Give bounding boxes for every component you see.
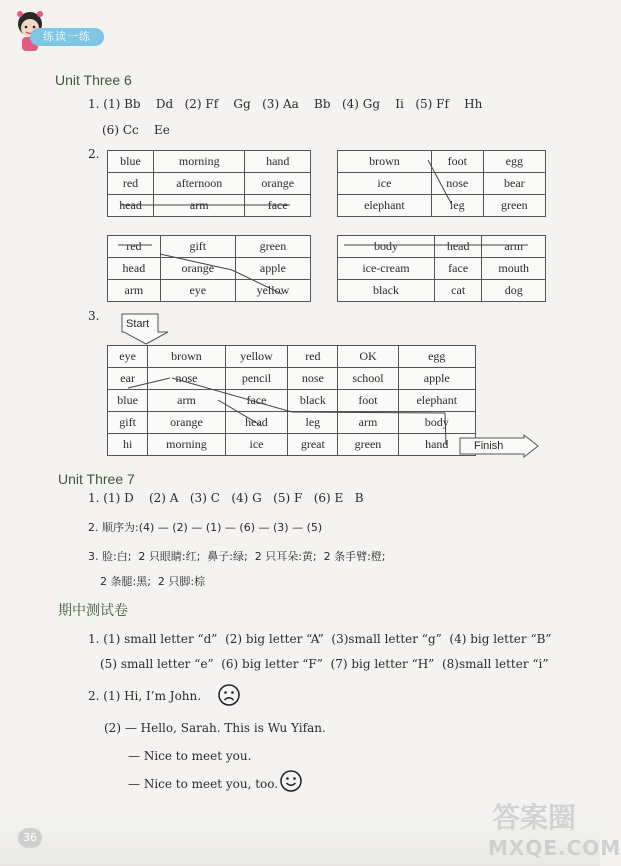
- table-cell: black: [288, 390, 338, 412]
- table-cell: egg: [398, 346, 475, 368]
- word-table-d: [337, 235, 546, 302]
- table-cell: body: [338, 236, 435, 258]
- table-row: [338, 151, 546, 173]
- midterm-q2-line3: — Nice to meet you.: [128, 749, 252, 763]
- table-cell: nose: [431, 173, 483, 195]
- table-cell: cat: [434, 280, 481, 302]
- table-cell: great: [288, 434, 338, 456]
- table-cell: arm: [482, 236, 546, 258]
- table-cell: morning: [148, 434, 225, 456]
- table-cell: hi: [108, 434, 148, 456]
- table-row: [108, 368, 476, 390]
- table-cell: gift: [160, 236, 235, 258]
- midterm-q2-line1: 2. (1) Hi, I’m John.: [88, 689, 202, 703]
- unit6-title: Unit Three 6: [55, 72, 132, 88]
- watermark-logo: 答案圈: [492, 801, 577, 834]
- table-cell: orange: [245, 173, 311, 195]
- start-label: Start: [126, 318, 150, 330]
- table-cell: dog: [482, 280, 546, 302]
- table-cell: head: [225, 412, 288, 434]
- table-cell: ear: [108, 368, 148, 390]
- table-row: [108, 236, 311, 258]
- table-cell: eye: [108, 346, 148, 368]
- table-row: [108, 412, 476, 434]
- table-cell: red: [288, 346, 338, 368]
- table-cell: foot: [431, 151, 483, 173]
- unit7-q3-line2: 2 条腿:黑; 2 只脚:棕: [100, 575, 206, 588]
- table-cell: head: [108, 195, 154, 217]
- table-cell: blue: [108, 151, 154, 173]
- word-table-b: [337, 150, 546, 217]
- table-row: [108, 434, 476, 456]
- table-cell: nose: [288, 368, 338, 390]
- midterm-q2-line4: — Nice to meet you, too.: [128, 777, 279, 791]
- table-cell: arm: [148, 390, 225, 412]
- table-row: [108, 151, 311, 173]
- unit7-q2: 2. 顺序为:(4) — (2) — (1) — (6) — (3) — (5): [88, 521, 323, 534]
- word-table-c: [107, 235, 311, 302]
- table-cell: elephant: [398, 390, 475, 412]
- unit7-q3-line1: 3. 脸:白; 2 只眼睛:红; 鼻子:绿; 2 只耳朵:黄; 2 条手臂:橙;: [88, 550, 386, 563]
- table-cell: leg: [288, 412, 338, 434]
- table-cell: green: [483, 195, 545, 217]
- unit7-q1: 1. (1) D (2) A (3) C (4) G (5) F (6) E B: [88, 491, 364, 505]
- happy-face-icon: [280, 770, 302, 792]
- table-cell: eye: [160, 280, 235, 302]
- unit6-q1-line2: (6) Cc Ee: [102, 123, 170, 137]
- table-cell: nose: [148, 368, 225, 390]
- table-row: [338, 258, 546, 280]
- table-cell: arm: [154, 195, 245, 217]
- table-cell: blue: [108, 390, 148, 412]
- table-cell: ice: [338, 173, 432, 195]
- unit6-q2-label: 2.: [88, 147, 100, 161]
- table-cell: head: [108, 258, 161, 280]
- table-cell: elephant: [338, 195, 432, 217]
- table-row: [108, 258, 311, 280]
- table-cell: orange: [148, 412, 225, 434]
- table-cell: apple: [235, 258, 310, 280]
- table-cell: green: [338, 434, 398, 456]
- word-table-a: [107, 150, 311, 217]
- table-cell: hand: [245, 151, 311, 173]
- table-cell: face: [245, 195, 311, 217]
- header-badge: 练读一练: [30, 28, 104, 46]
- table-cell: yellow: [235, 280, 310, 302]
- table-cell: pencil: [225, 368, 288, 390]
- table-cell: arm: [338, 412, 398, 434]
- table-cell: mouth: [482, 258, 546, 280]
- watermark-url: MXQE.COM: [488, 836, 621, 860]
- table-cell: yellow: [225, 346, 288, 368]
- midterm-q1-line2: (5) small letter “e” (6) big letter “F” (7) big letter “H” (8)small letter “i”: [100, 657, 549, 671]
- midterm-q2-line2: (2) — Hello, Sarah. This is Wu Yifan.: [104, 721, 326, 735]
- table-cell: OK: [338, 346, 398, 368]
- table-row: [338, 280, 546, 302]
- table-cell: egg: [483, 151, 545, 173]
- table-cell: ice: [225, 434, 288, 456]
- table-cell: face: [434, 258, 481, 280]
- sad-face-icon: [218, 684, 240, 706]
- table-cell: gift: [108, 412, 148, 434]
- table-cell: arm: [108, 280, 161, 302]
- midterm-title: 期中测试卷: [58, 603, 128, 619]
- table-row: [108, 280, 311, 302]
- unit6-q1-line1: 1. (1) Bb Dd (2) Ff Gg (3) Aa Bb (4) Gg Ii (5) Ff Hh: [88, 97, 483, 111]
- finish-label: Finish: [474, 440, 504, 452]
- table-cell: afternoon: [154, 173, 245, 195]
- table-cell: leg: [431, 195, 483, 217]
- table-cell: red: [108, 236, 161, 258]
- table-row: [338, 236, 546, 258]
- word-maze-table: [107, 345, 476, 456]
- table-row: [108, 390, 476, 412]
- table-cell: orange: [160, 258, 235, 280]
- table-row: [338, 195, 546, 217]
- table-cell: ice-cream: [338, 258, 435, 280]
- midterm-q1-line1: 1. (1) small letter “d” (2) big letter “A” (3)small letter “g” (4) big letter “B”: [88, 632, 552, 646]
- table-row: [338, 173, 546, 195]
- table-cell: brown: [148, 346, 225, 368]
- table-cell: school: [338, 368, 398, 390]
- table-cell: face: [225, 390, 288, 412]
- table-cell: foot: [338, 390, 398, 412]
- table-cell: brown: [338, 151, 432, 173]
- page-number: 36: [18, 828, 42, 848]
- table-row: [108, 195, 311, 217]
- table-cell: body: [398, 412, 475, 434]
- table-row: [108, 346, 476, 368]
- table-cell: bear: [483, 173, 545, 195]
- unit6-q3-label: 3.: [88, 309, 100, 323]
- table-row: [108, 173, 311, 195]
- table-cell: hand: [398, 434, 475, 456]
- table-cell: head: [434, 236, 481, 258]
- table-cell: black: [338, 280, 435, 302]
- unit7-title: Unit Three 7: [58, 471, 135, 487]
- table-cell: red: [108, 173, 154, 195]
- table-cell: apple: [398, 368, 475, 390]
- table-cell: morning: [154, 151, 245, 173]
- table-cell: green: [235, 236, 310, 258]
